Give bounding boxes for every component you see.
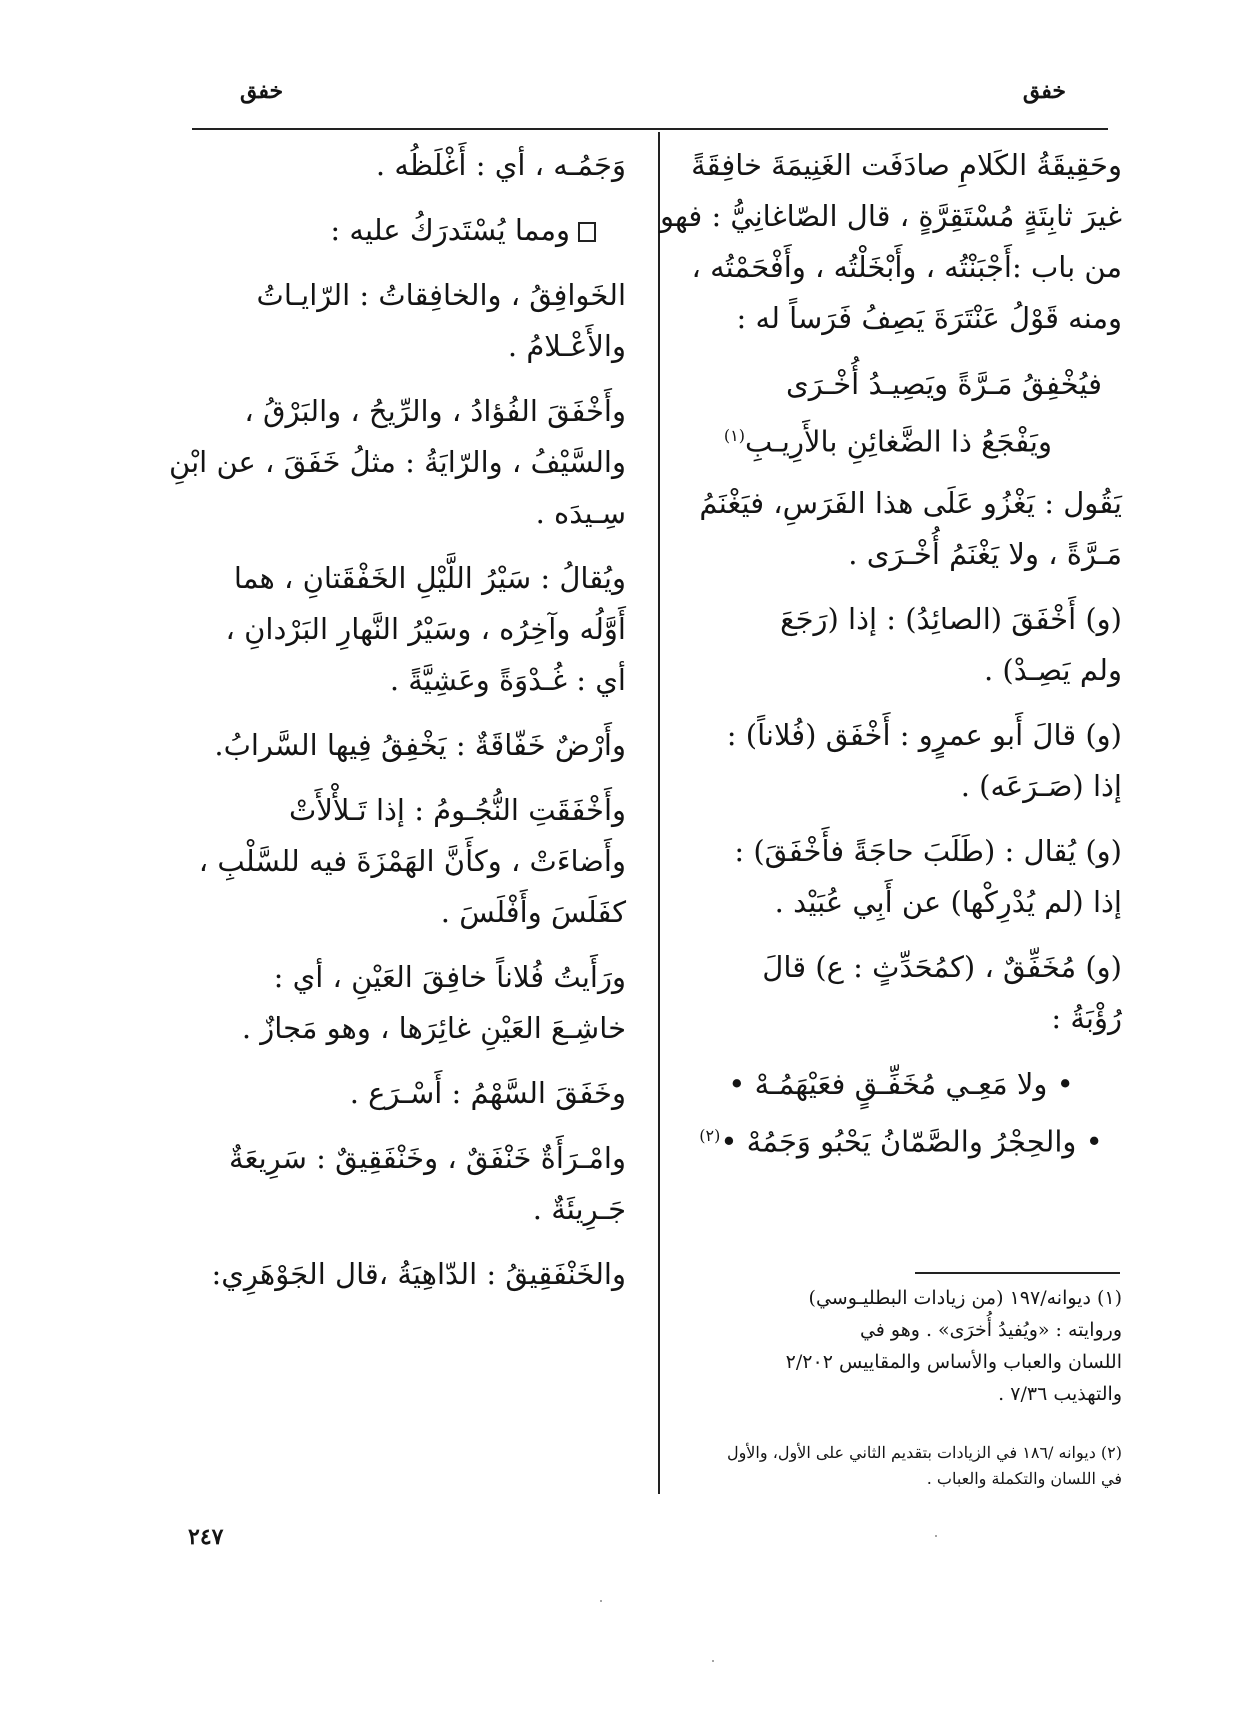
text-line: ومنه قَوْلُ عَنْتَرَةَ يَصِفُ فَرَساً له : — [736, 301, 1122, 335]
text-line: (و) أَخْفَقَ (الصائِدُ) : إذا (رَجَعَ — [780, 601, 1122, 636]
text-line: (و) يُقال : (طَلَبَ حاجَةً فأَخْفَقَ) : — [734, 833, 1122, 868]
text-line: رُؤْبَةُ : — [1051, 1000, 1122, 1035]
text-line: وأَخْفَقَتِ النُّجُـومُ : إذا تَـلأْلأَتْ — [289, 793, 626, 827]
paragraph — [680, 478, 1122, 580]
text-line: إذا (صَـرَعَه) . — [960, 768, 1122, 803]
text-line: وأَرْضٌ خَفّاقَةٌ : يَخْفِقُ فِيها السَّرابُ. — [214, 728, 626, 762]
text-line: جَـرِيئَةٌ . — [532, 1192, 626, 1226]
text-line: والأَعْـلامُ . — [507, 329, 626, 363]
square-bullet-icon — [578, 222, 596, 242]
paragraph — [178, 1068, 626, 1119]
text-line: خاشِـعَ العَيْنِ غائِرَها ، وهو مَجازٌ . — [241, 1011, 626, 1045]
text-line: ورَأَيتُ فُلاناً خافِقَ العَيْنِ ، أي : — [273, 960, 626, 994]
paragraph — [178, 720, 626, 771]
text-line: إذا (لم يُدْرِكْها) عن أَبِي عُبَيْد . — [774, 884, 1122, 919]
poem-verse — [680, 358, 1122, 468]
footnote-marker: (١) — [723, 426, 745, 445]
text-line: (و) مُخَفِّقٌ ، (كمُحَدِّثٍ : ع) قالَ — [762, 949, 1122, 984]
verse-line — [680, 1110, 1122, 1168]
left-column — [169, 140, 626, 1314]
paragraph — [680, 826, 1122, 928]
paragraph — [660, 140, 1122, 344]
text-line: وَجَمُـه ، أي : أَغْلَظُه . — [375, 148, 626, 182]
paragraph — [680, 710, 1122, 812]
text-line: وحَقِيقَةُ الكَلامِ صادَفَت الغَنِيمَةَ خافِقَةً — [691, 148, 1122, 182]
footnote-marker: (٢) — [699, 1125, 721, 1145]
right-column — [660, 140, 1122, 1177]
text-line: والخَنْفَقِيقُ : الدّاهِيَةُ ،قال الجَوْهَرِي: — [211, 1257, 626, 1291]
footnote-line: (١) ديوانه/١٩٧ (من زيادات البطليـوسي) — [808, 1287, 1122, 1309]
text-line: يَقُول : يَغْزُو عَلَى هذا الفَرَسِ، فيَغْنَمُ — [699, 485, 1122, 520]
text-line: سِـيدَه . — [535, 496, 626, 530]
paragraph — [178, 785, 626, 938]
footnote-line: وروايته : «ويُفيدُ أُخرَى» . وهو في — [859, 1319, 1122, 1341]
footnote-line: اللسان والعباب والأساس والمقاييس ٢/٢٠٢ — [785, 1351, 1122, 1373]
text-line: أَوَّلُه وآخِرُه ، وسَيْرُ النَّهارِ البَرْدانِ ، — [225, 612, 626, 646]
text-line: أي : غُـدْوَةً وعَشِيَّةً . — [389, 663, 626, 697]
paragraph — [178, 553, 626, 706]
text-line — [178, 205, 596, 256]
mustadrak-heading: ومما يُسْتَدرَكُ عليه : — [330, 213, 570, 247]
paragraph — [169, 386, 626, 539]
footnote-rule — [915, 1272, 1120, 1274]
paragraph — [178, 205, 626, 256]
text-line: وامْـرَأَةٌ خَنْفَقٌ ، وخَنْفَقِيقٌ : سَرِيعَةٌ — [229, 1141, 626, 1175]
footnote-1 — [680, 1282, 1122, 1410]
text-line: غيرَ ثابِتَةٍ مُسْتَقِرَّةٍ ، قال الصّاغانِيُّ : فهو — [660, 199, 1122, 233]
paragraph — [178, 270, 626, 372]
poem-verse — [680, 1058, 1122, 1168]
scan-speck — [712, 1660, 714, 1662]
verse-text: • والحِجْرُ والصَّمّانُ يَحْبُو وَجَمُهْ • — [720, 1124, 1103, 1159]
column-divider — [658, 132, 660, 1494]
footnote-line: (٢) ديوانه /١٨٦ في الزيادات بتقديم الثاني على الأول، والأول — [726, 1443, 1122, 1462]
paragraph — [178, 1249, 626, 1300]
footnote-line: في اللسان والتكملة والعباب . — [926, 1469, 1122, 1488]
text-line: وأَضاءَتْ ، وكأَنَّ الهَمْزَةَ فيه للسَّلْبِ ، — [198, 844, 626, 878]
text-line: وأَخْفَقَ الفُؤادُ ، والرِّيحُ ، والبَرْقُ ، — [244, 394, 626, 428]
verse-line: • ولا مَعِـي مُخَفِّـقٍ فعَيْهَمُـهْ • — [728, 1066, 1074, 1101]
text-line: ولم يَصِـدْ) . — [983, 652, 1122, 687]
paragraph — [680, 942, 1122, 1044]
page-number: ٢٤٧ — [188, 1524, 224, 1550]
text-line: وخَفَقَ السَّهْمُ : أَسْـرَع . — [349, 1076, 626, 1110]
text-line: (و) قالَ أَبو عمرٍو : أَخْفَق (فُلاناً) : — [726, 717, 1122, 752]
text-line: ويُقالُ : سَيْرُ اللَّيْلِ الخَفْقَتانِ ، هما — [233, 561, 626, 595]
text-line: والسَّيْفُ ، والرّايَةُ : مثلُ خَفَقَ ، عن ابْنِ — [169, 445, 626, 479]
footnote-line: والتهذيب ٧/٣٦ . — [998, 1383, 1122, 1405]
scan-speck — [600, 1600, 602, 1602]
text-line: من باب :أَجْبَنْتُه ، وأَبْخَلْتُه ، وأَفْحَمْتُه ، — [691, 250, 1122, 284]
paragraph — [178, 1133, 626, 1235]
text-line: الخَوافِقُ ، والخافِقاتُ : الرّايـاتُ — [256, 278, 626, 312]
verse-line — [680, 410, 1122, 468]
scan-speck — [935, 1535, 937, 1537]
text-line: مَـرَّةً ، ولا يَغْنَمُ أُخْـرَى . — [848, 536, 1122, 571]
running-header-right: خفق — [1022, 78, 1066, 104]
paragraph — [178, 952, 626, 1054]
footnote-2 — [680, 1440, 1122, 1492]
text-line: كفَلَسَ وأَفْلَسَ . — [440, 895, 626, 929]
running-header-left: خفق — [240, 78, 284, 104]
verse-text: ويَفْجَعُ ذا الضَّغائِنِ بالأَرِيـبِ — [744, 424, 1052, 459]
paragraph — [680, 594, 1122, 696]
verse-line: فيُخْفِقُ مَـرَّةً ويَصِيـدُ أُخْـرَى — [786, 367, 1102, 401]
paragraph — [178, 140, 626, 191]
header-rule — [192, 128, 1108, 130]
